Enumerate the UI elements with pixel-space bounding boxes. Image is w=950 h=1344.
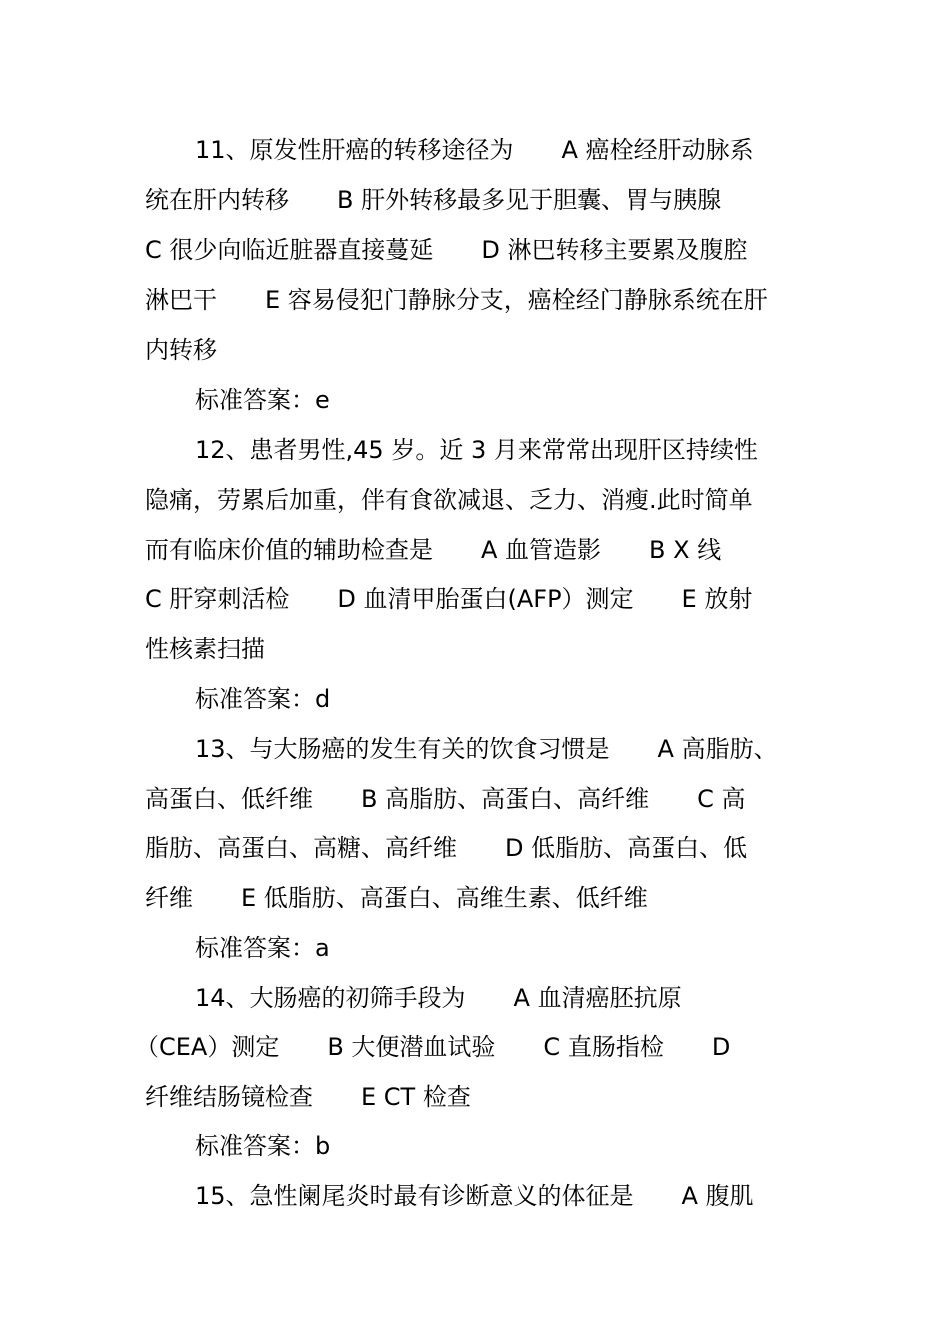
q14-line-3: 纤维结肠镜检查 E CT 检查	[145, 1083, 471, 1111]
q12-answer: 标准答案：d	[195, 685, 331, 713]
q11-line-4: 淋巴干 E 容易侵犯门静脉分支，癌栓经门静脉系统在肝	[145, 286, 768, 314]
q12-line-5: 性核素扫描	[145, 635, 265, 663]
q13-line-3: 脂肪、高蛋白、高糖、高纤维 D 低脂肪、高蛋白、低	[145, 834, 748, 862]
q12-line-1: 12、患者男性,45 岁。近 3 月来常常出现肝区持续性	[195, 436, 758, 464]
q12-line-2: 隐痛，劳累后加重，伴有食欲减退、乏力、消瘦.此时简单	[145, 486, 753, 514]
q14-line-1: 14、大肠癌的初筛手段为 A 血清癌胚抗原	[195, 984, 682, 1012]
q14-line-2: （CEA）测定 B 大便潜血试验 C 直肠指检 D	[135, 1033, 731, 1061]
q13-line-1: 13、与大肠癌的发生有关的饮食习惯是 A 高脂肪、	[195, 735, 778, 763]
q11-line-5: 内转移	[145, 336, 217, 364]
q11-answer: 标准答案：e	[195, 386, 330, 414]
q13-line-4: 纤维 E 低脂肪、高蛋白、高维生素、低纤维	[145, 884, 648, 912]
q11-line-2: 统在肝内转移 B 肝外转移最多见于胆囊、胃与胰腺	[145, 186, 722, 214]
q12-line-3: 而有临床价值的辅助检查是 A 血管造影 B X 线	[145, 536, 722, 564]
q11-line-1: 11、原发性肝癌的转移途径为 A 癌栓经肝动脉系	[195, 136, 754, 164]
q15-line-1: 15、急性阑尾炎时最有诊断意义的体征是 A 腹肌	[195, 1182, 754, 1210]
q14-answer: 标准答案：b	[195, 1132, 331, 1160]
q11-line-3: C 很少向临近脏器直接蔓延 D 淋巴转移主要累及腹腔	[145, 236, 748, 264]
q13-answer: 标准答案：a	[195, 934, 330, 962]
q12-line-4: C 肝穿刺活检 D 血清甲胎蛋白(AFP）测定 E 放射	[145, 585, 753, 613]
q13-line-2: 高蛋白、低纤维 B 高脂肪、高蛋白、高纤维 C 高	[145, 785, 746, 813]
